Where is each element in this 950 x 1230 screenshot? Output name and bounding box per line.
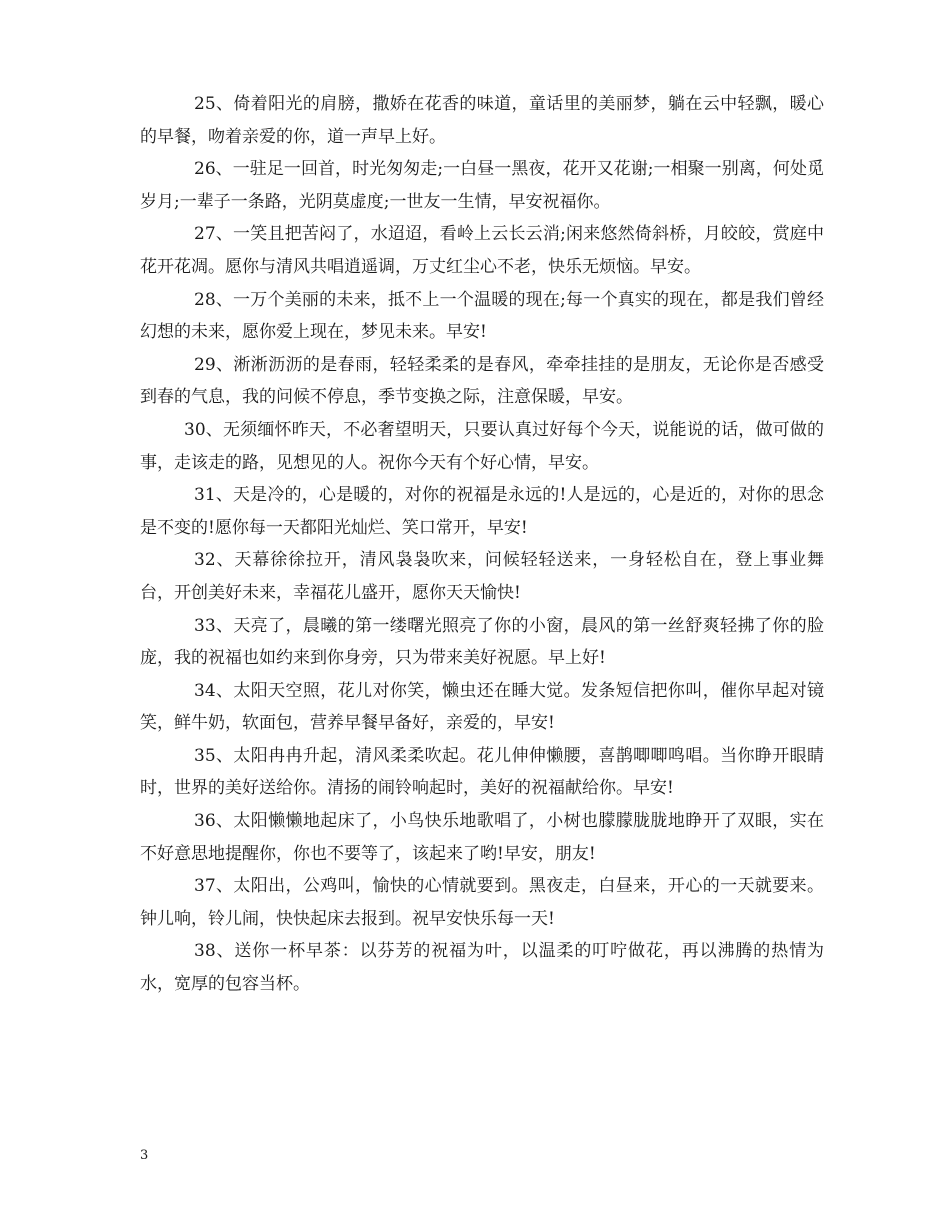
paragraph-29: 29、淅淅沥沥的是春雨，轻轻柔柔的是春风，牵牵挂挂的是朋友，无论你是否感受到春的气息，我的问候不停息，季节变换之际，注意保暖，早安。 — [140, 354, 824, 408]
paragraph-38: 38、送你一杯早茶：以芬芳的祝福为叶，以温柔的叮咛做花，再以沸腾的热情为水，宽厚的包容当杯。 — [140, 941, 824, 995]
paragraph-37: 37、太阳出，公鸡叫，愉快的心情就要到。黑夜走，白昼来，开心的一天就要来。钟儿响，铃儿闹，快快起床去报到。祝早安快乐每一天! — [140, 876, 824, 929]
paragraph-34: 34、太阳天空照，花儿对你笑，懒虫还在睡大觉。发条短信把你叫，催你早起对镜笑，鲜牛奶，软面包，营养早餐早备好，亲爱的，早安! — [140, 680, 824, 734]
paragraph-36: 36、太阳懒懒地起床了，小鸟快乐地歌唱了，小树也朦朦胧胧地睁开了双眼，实在不好意思地提醒你，你也不要等了，该起来了哟!早安，朋友! — [140, 811, 824, 864]
paragraph-33: 33、天亮了，晨曦的第一缕曙光照亮了你的小窗，晨风的第一丝舒爽轻拂了你的脸庞，我的祝福也如约来到你身旁，只为带来美好祝愿。早上好! — [140, 615, 824, 669]
document-body — [140, 88, 824, 1001]
paragraph-28: 28、一万个美丽的未来，抵不上一个温暖的现在;每一个真实的现在，都是我们曾经幻想的未来，愿你爱上现在，梦见未来。早安! — [140, 289, 824, 343]
paragraph-31: 31、天是冷的，心是暖的，对你的祝福是永远的!人是远的，心是近的，对你的思念是不变的!愿你每一天都阳光灿烂、笑口常开，早安! — [140, 485, 824, 538]
paragraph-26: 26、一驻足一回首，时光匆匆走;一白昼一黑夜，花开又花谢;一相聚一别离，何处觅岁月;一辈子一条路，光阴莫虚度;一世友一生情，早安祝福你。 — [140, 159, 824, 212]
page-number: 3 — [140, 1148, 149, 1163]
paragraph-32: 32、天幕徐徐拉开，清风袅袅吹来，问候轻轻送来，一身轻松自在，登上事业舞台，开创美好未来，幸福花儿盛开，愿你天天愉快! — [140, 550, 824, 603]
paragraph-27: 27、一笑且把苦闷了，水迢迢，看岭上云长云消;闲来悠然倚斜桥，月皎皎，赏庭中花开花凋。愿你与清风共唱逍遥调，万丈红尘心不老，快乐无烦恼。早安。 — [140, 224, 824, 277]
paragraph-25: 25、倚着阳光的肩膀，撒娇在花香的味道，童话里的美丽梦，躺在云中轻飘，暖心的早餐，吻着亲爱的你，道一声早上好。 — [140, 94, 824, 147]
paragraph-35: 35、太阳冉冉升起，清风柔柔吹起。花儿伸伸懒腰，喜鹊唧唧鸣唱。当你睁开眼睛时，世界的美好送给你。清扬的闹铃响起时，美好的祝福献给你。早安! — [140, 745, 824, 799]
paragraph-30: 30、无须缅怀昨天，不必奢望明天，只要认真过好每个今天，说能说的话，做可做的事，走该走的路，见想见的人。祝你今天有个好心情，早安。 — [140, 419, 824, 473]
